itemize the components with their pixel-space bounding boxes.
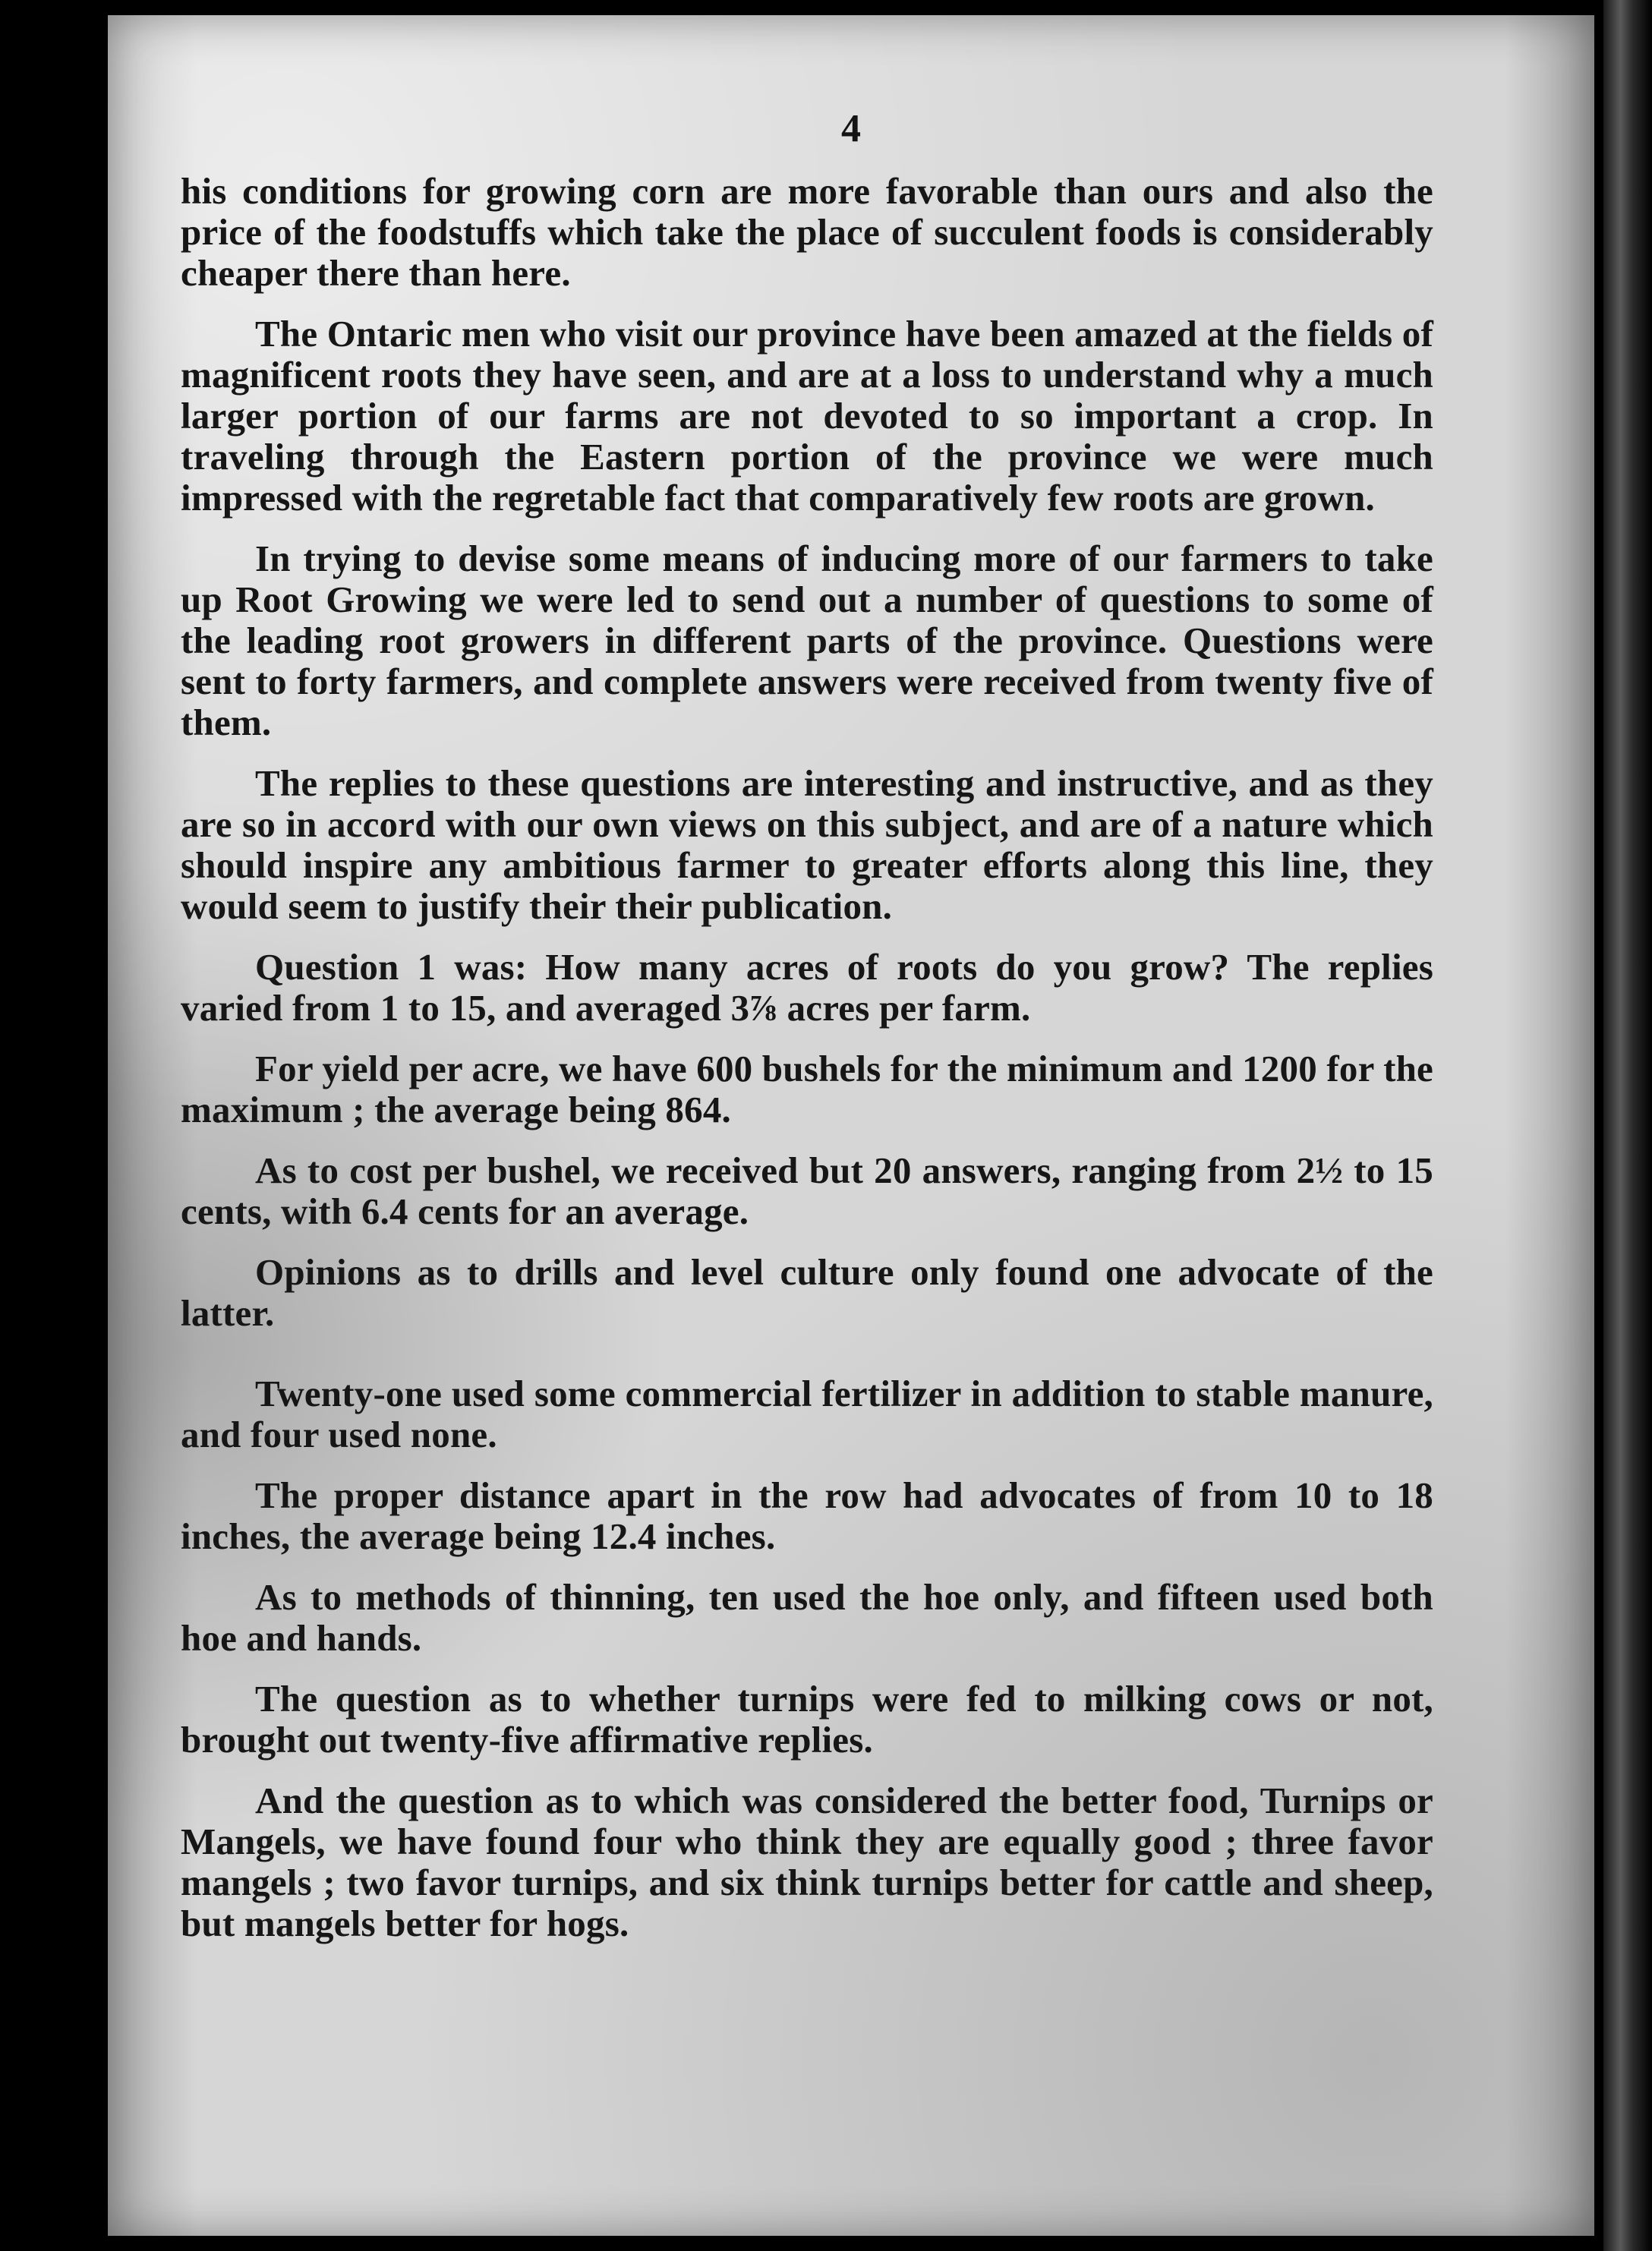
paragraph-ontario-visitors: The Ontaric men who visit our province have been amazed at the fields of magnificent roots they have seen, and are at a loss to understand why a much larger portion of our farms are not devoted to so important a crop. In traveling through the Eastern portion of the province we were much impressed with the regretable fact that comparatively few roots are grown. bbox=[181, 313, 1433, 519]
paragraph-corn-conditions: his conditions for growing corn are more favorable than ours and also the price of the foodstuffs which take the place of succulent foods is considerably cheaper there than here. bbox=[181, 170, 1433, 294]
paragraph-yield-per-acre: For yield per acre, we have 600 bushels for the minimum and 1200 for the maximum ; the average being 864. bbox=[181, 1048, 1433, 1130]
paragraph-acres-grown: Question 1 was: How many acres of roots do you grow? The replies varied from 1 to 15, and averaged 3⅞ acres per farm. bbox=[181, 946, 1433, 1029]
paragraph-drills-culture: Opinions as to drills and level culture only found one advocate of the latter. bbox=[181, 1251, 1433, 1334]
paragraph-questions-sent: In trying to devise some means of inducing more of our farmers to take up Root Growing we were led to send out a number of questions to some of the leading root growers in different parts of the province. Questions were sent to forty farmers, and complete answers were received from twenty five of them. bbox=[181, 538, 1433, 743]
document-body bbox=[181, 171, 1433, 1964]
page-number: 4 bbox=[841, 107, 861, 150]
adjacent-page-edge bbox=[1603, 0, 1652, 2251]
paragraph-replies-publication: The replies to these questions are interesting and instructive, and as they are so in accord with our own views on this subject, and are of a nature which should inspire any ambitious farmer to greater efforts along this line, they would seem to justify their their publication. bbox=[181, 762, 1433, 927]
paragraph-row-distance: The proper distance apart in the row had advocates of from 10 to 18 inches, the average being 12.4 inches. bbox=[181, 1474, 1433, 1557]
paragraph-milking-cows: The question as to whether turnips were fed to milking cows or not, brought out twenty-five affirmative replies. bbox=[181, 1678, 1433, 1761]
paragraph-cost-per-bushel: As to cost per bushel, we received but 20 answers, ranging from 2½ to 15 cents, with 6.4 cents for an average. bbox=[181, 1149, 1433, 1232]
paragraph-turnips-mangels: And the question as to which was considered the better food, Turnips or Mangels, we have found four who think they are equally good ; three favor mangels ; two favor turnips, and six think turnips better for cattle and sheep, but mangels better for hogs. bbox=[181, 1780, 1433, 1944]
paragraph-fertilizer: Twenty-one used some commercial fertilizer in addition to stable manure, and four used none. bbox=[181, 1373, 1433, 1455]
paragraph-thinning: As to methods of thinning, ten used the hoe only, and fifteen used both hoe and hands. bbox=[181, 1576, 1433, 1659]
